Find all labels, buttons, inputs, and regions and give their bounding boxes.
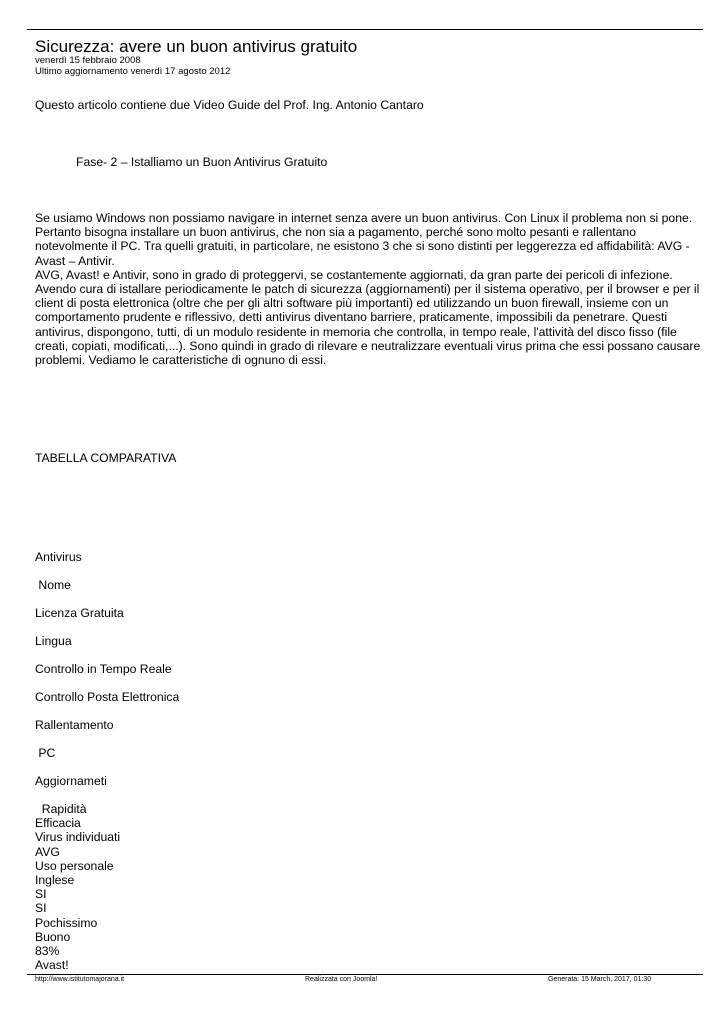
phase-heading: Fase- 2 – Istalliamo un Buon Antivirus Gratuito	[76, 155, 328, 169]
table-label: Licenza Gratuita	[35, 606, 124, 620]
footer-generated: Generata: 15 March, 2017, 01:30	[548, 976, 652, 983]
list-item: SI	[35, 887, 47, 902]
table-label: Antivirus	[35, 550, 82, 564]
list-item: Rapidità	[35, 802, 87, 816]
table-label: Nome	[35, 578, 71, 592]
footer-made-with: Realizzata con Joomla!	[305, 976, 378, 983]
list-item: Inglese	[35, 873, 75, 888]
list-item: 83%	[35, 944, 60, 959]
intro-text: Questo articolo contiene due Video Guide del Prof. Ing. Antonio Cantaro	[35, 98, 424, 112]
publish-date: venerdì 15 febbraio 2008	[35, 55, 141, 66]
list-item: AVG	[35, 844, 60, 859]
table-label: Controllo Posta Elettronica	[35, 690, 180, 704]
list-item: SI	[35, 901, 47, 916]
table-values-list	[35, 802, 120, 972]
table-label: PC	[35, 746, 56, 760]
table-label: Controllo in Tempo Reale	[35, 662, 172, 676]
last-updated: Ultimo aggiornamento venerdì 17 agosto 2012	[35, 66, 231, 77]
article-paragraph: AVG, Avast! e Antivir, sono in grado di proteggervi, se costantemente aggiornati, da gran parte dei pericoli di infezione. Avendo cura di istallare periodicamente le patch di sicurezza (aggiornamenti) per il sistema operativo, per il browser e per il client di posta elettronica (oltre che per gli altri software più importanti) ed utilizzando un buon firewall, insieme con un comportamento prudente e riflessivo, detti antivirus diventano barriere, praticamente, impossibili da penetrare. Questi antivirus, dispongono, tutti, di un modulo residente in memoria che controlla, in tempo reale, l'attività del disco fisso (file creati, copiati, modificati,...). Sono quindi in grado di rilevare e neutralizzare eventuali virus prima che essi possano causare problemi. Vediamo le caratteristiche di ognuno di essi.	[35, 267, 701, 368]
list-item: Uso personale	[35, 858, 114, 873]
list-item: Efficacia	[35, 816, 81, 831]
table-label: Aggiornameti	[35, 774, 107, 788]
table-title: TABELLA COMPARATIVA	[35, 451, 177, 465]
list-item: Pochissimo	[35, 915, 98, 930]
list-item: Virus individuati	[35, 830, 121, 845]
footer-url[interactable]: http://www.istitutomajorana.it	[35, 976, 125, 983]
table-label: Lingua	[35, 634, 72, 648]
top-rule	[27, 29, 703, 30]
article-paragraph: Se usiamo Windows non possiamo navigare in internet senza avere un buon antivirus. Con Linux il problema non si pone. Pertanto bisogna installare un buon antivirus, che non sia a pagamento, perché sono molto pesanti e rallentano notevolmente il PC. Tra quelli gratuiti, in particolare, ne esistono 3 che si sono distinti per leggerezza ed affidabilità: AVG - Avast – Antivir.	[35, 211, 693, 268]
page-title: Sicurezza: avere un buon antivirus gratuito	[35, 37, 358, 56]
list-item: Buono	[35, 929, 71, 944]
bottom-rule	[27, 974, 703, 975]
table-label: Rallentamento	[35, 718, 114, 732]
article-body	[35, 211, 707, 367]
list-item: Avast!	[35, 958, 69, 973]
